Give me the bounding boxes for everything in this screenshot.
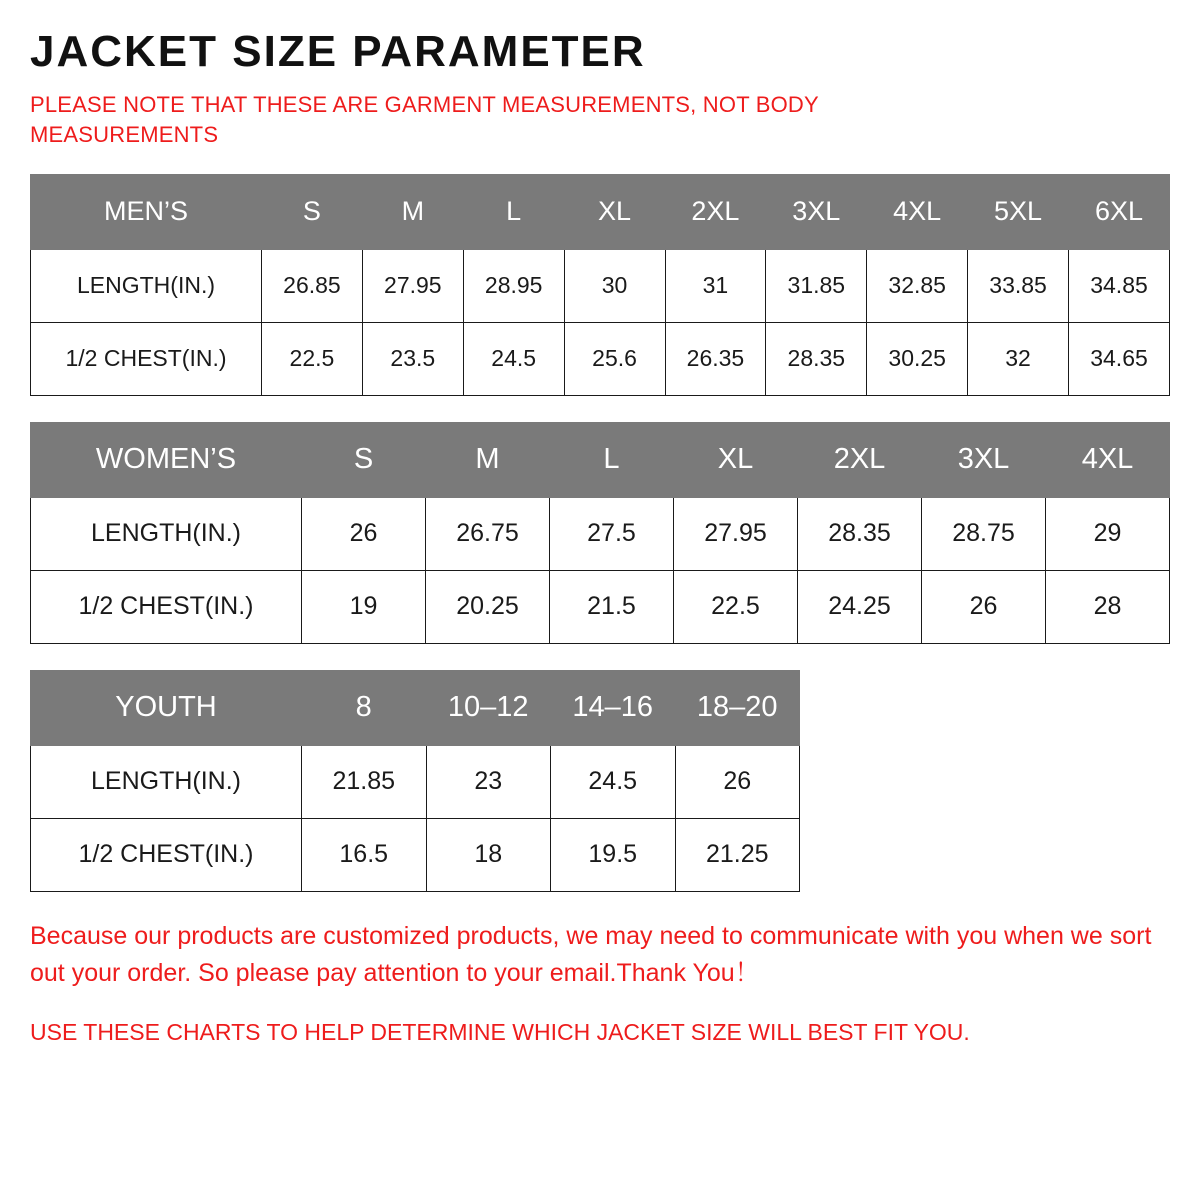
table-header-cell: 18–20 (675, 670, 800, 745)
table-header-cell: 8 (302, 670, 427, 745)
row-label: 1/2 CHEST(IN.) (31, 818, 302, 891)
table-cell: 34.65 (1069, 322, 1170, 395)
table-cell: 22.5 (674, 570, 798, 643)
row-label: LENGTH(IN.) (31, 745, 302, 818)
row-label: LENGTH(IN.) (31, 249, 262, 322)
table-header-cell: S (262, 174, 363, 249)
table-row (31, 497, 1170, 570)
table-row (31, 322, 1170, 395)
table-cell: 21.25 (675, 818, 800, 891)
table-header-row (31, 422, 1170, 497)
youth-size-table (30, 670, 800, 892)
table-header-cell: 5XL (968, 174, 1069, 249)
measurement-note: PLEASE NOTE THAT THESE ARE GARMENT MEASUREMENTS, NOT BODY MEASUREMENTS (30, 92, 819, 148)
table-cell: 22.5 (262, 322, 363, 395)
table-header-cell: M (426, 422, 550, 497)
row-label: 1/2 CHEST(IN.) (31, 322, 262, 395)
table-cell: 26.85 (262, 249, 363, 322)
table-header-row (31, 670, 800, 745)
table-cell: 31 (665, 249, 766, 322)
table-header-cell: 2XL (798, 422, 922, 497)
table-header-cell: 14–16 (551, 670, 676, 745)
table-cell: 34.85 (1069, 249, 1170, 322)
table-row (31, 818, 800, 891)
table-cell: 23 (426, 745, 551, 818)
row-label: 1/2 CHEST(IN.) (31, 570, 302, 643)
table-cell: 18 (426, 818, 551, 891)
table-cell: 28.35 (766, 322, 867, 395)
table-cell: 19.5 (551, 818, 676, 891)
table-cell: 24.25 (798, 570, 922, 643)
table-cell: 32.85 (867, 249, 968, 322)
row-label: LENGTH(IN.) (31, 497, 302, 570)
table-cell: 19 (302, 570, 426, 643)
table-header-cell: L (463, 174, 564, 249)
table-header-cell: S (302, 422, 426, 497)
table-cell: 24.5 (551, 745, 676, 818)
table-cell: 20.25 (426, 570, 550, 643)
table-cell: 21.85 (302, 745, 427, 818)
page-title: JACKET SIZE PARAMETER (30, 27, 646, 76)
table-cell: 21.5 (550, 570, 674, 643)
table-cell: 26 (302, 497, 426, 570)
table-header-cell: M (362, 174, 463, 249)
table-cell: 30.25 (867, 322, 968, 395)
table-row (31, 570, 1170, 643)
table-header-cell: XL (564, 174, 665, 249)
table-cell: 27.5 (550, 497, 674, 570)
table-cell: 26 (675, 745, 800, 818)
table-header-cell: XL (674, 422, 798, 497)
table-cell: 28 (1046, 570, 1170, 643)
table-cell: 26.35 (665, 322, 766, 395)
customization-notice: Because our products are customized products, we may need to communicate with you when we sort out your order. So please pay attention to your email.Thank You！ (30, 921, 1152, 988)
table-header-cell: 6XL (1069, 174, 1170, 249)
table-header-cell: WOMEN’S (31, 422, 302, 497)
table-cell: 28.75 (922, 497, 1046, 570)
table-row (31, 745, 800, 818)
table-header-cell: YOUTH (31, 670, 302, 745)
mens-size-table (30, 174, 1170, 396)
table-row (31, 249, 1170, 322)
table-cell: 26.75 (426, 497, 550, 570)
table-cell: 27.95 (674, 497, 798, 570)
table-header-cell: L (550, 422, 674, 497)
table-header-cell: 10–12 (426, 670, 551, 745)
table-header-cell: MEN’S (31, 174, 262, 249)
table-cell: 31.85 (766, 249, 867, 322)
table-cell: 24.5 (463, 322, 564, 395)
table-cell: 16.5 (302, 818, 427, 891)
table-header-cell: 3XL (922, 422, 1046, 497)
table-cell: 27.95 (362, 249, 463, 322)
table-cell: 30 (564, 249, 665, 322)
table-header-cell: 4XL (1046, 422, 1170, 497)
table-header-row (31, 174, 1170, 249)
table-header-cell: 4XL (867, 174, 968, 249)
table-header-cell: 3XL (766, 174, 867, 249)
table-header-cell: 2XL (665, 174, 766, 249)
table-cell: 32 (968, 322, 1069, 395)
table-cell: 33.85 (968, 249, 1069, 322)
table-cell: 28.95 (463, 249, 564, 322)
table-cell: 26 (922, 570, 1046, 643)
table-cell: 29 (1046, 497, 1170, 570)
chart-usage-notice: USE THESE CHARTS TO HELP DETERMINE WHICH JACKET SIZE WILL BEST FIT YOU. (30, 1018, 970, 1045)
table-cell: 25.6 (564, 322, 665, 395)
table-cell: 28.35 (798, 497, 922, 570)
table-cell: 23.5 (362, 322, 463, 395)
womens-size-table (30, 422, 1170, 644)
